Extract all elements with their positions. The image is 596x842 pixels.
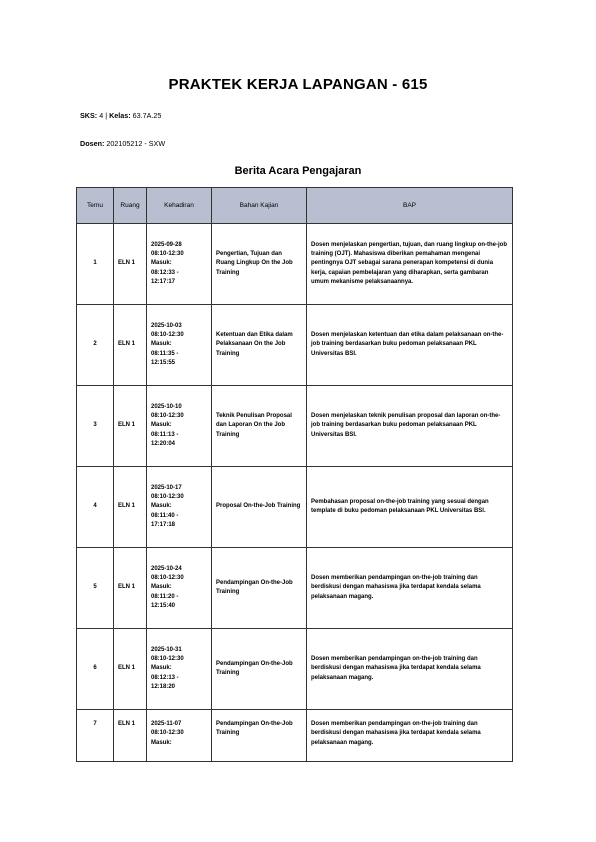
kehadiran-schedule: 08:10-12:30: [151, 332, 184, 339]
kehadiran-schedule: 08:10-12:30: [151, 730, 184, 737]
kehadiran-date: 2025-10-24: [151, 565, 182, 572]
cell-bap: Dosen menjelaskan teknik penulisan proposal dan laporan on-the-job training berdasarkan buku pedoman pelaksanaan PKL Universitas BSI.: [307, 386, 513, 467]
kehadiran-time-out: 12:15:55: [151, 359, 176, 366]
bap-table: [76, 187, 513, 762]
cell-kehadiran: [147, 305, 212, 386]
header-temu: Temu: [77, 188, 114, 224]
cell-bahan-kajian: Pengertian, Tujuan dan Ruang Lingkup On the Job Training: [212, 224, 307, 305]
kehadiran-masuk-label: Masuk:: [151, 739, 172, 746]
dosen-line: [80, 139, 165, 148]
cell-temu: 4: [77, 467, 114, 548]
cell-bahan-kajian: Pendampingan On-the-Job Training: [212, 629, 307, 710]
sks-value: 4: [99, 111, 104, 120]
kelas-label: Kelas:: [109, 111, 131, 120]
cell-temu: 5: [77, 548, 114, 629]
header-bahan-kajian: Bahan Kajian: [212, 188, 307, 224]
kehadiran-masuk-label: Masuk:: [151, 341, 172, 348]
kehadiran-schedule: 08:10-12:30: [151, 575, 184, 582]
kehadiran-time-in: 08:12:13 -: [151, 674, 179, 681]
table-row: [77, 548, 513, 629]
kehadiran-schedule: 08:10-12:30: [151, 656, 184, 663]
cell-ruang: ELN 1: [114, 224, 147, 305]
kehadiran-date: 2025-11-07: [151, 721, 182, 727]
cell-bap: Dosen menjelaskan ketentuan dan etika dalam pelaksanaan on-the-job training berdasarkan buku pedoman pelaksanaan PKL Universitas BSI.: [307, 305, 513, 386]
cell-ruang: ELN 1: [114, 467, 147, 548]
table-row: [77, 467, 513, 548]
cell-bap: Dosen menjelaskan pengertian, tujuan, dan ruang lingkup on-the-job training (OJT). Mahasiswa diberikan pemahaman mengenai pentingnya OJT sebagai sarana penerapan kompetensi di dunia kerja, capaian pembelajaran yang diharapkan, serta gambaran umum mekanisme pelaksanaannya.: [307, 224, 513, 305]
cell-ruang: ELN 1: [114, 629, 147, 710]
kehadiran-masuk-label: Masuk:: [151, 260, 172, 267]
cell-bahan-kajian: Teknik Penulisan Proposal dan Laporan On the Job Training: [212, 386, 307, 467]
kehadiran-time-in: 08:11:40 -: [151, 512, 179, 519]
cell-ruang: ELN 1: [114, 386, 147, 467]
header-ruang: Ruang: [114, 188, 147, 224]
cell-temu: 2: [77, 305, 114, 386]
kehadiran-date: 2025-10-31: [151, 646, 182, 653]
kehadiran-date: 2025-10-03: [151, 322, 182, 329]
cell-bahan-kajian: Pendampingan On-the-Job Training: [212, 548, 307, 629]
cell-bap: Pembahasan proposal on-the-job training yang sesuai dengan template di buku pedoman pelaksanaan PKL Universitas BSI.: [307, 467, 513, 548]
document-title: PRAKTEK KERJA LAPANGAN - 615: [168, 76, 428, 93]
cell-bahan-kajian: Proposal On-the-Job Training: [212, 467, 307, 548]
cell-bahan-kajian: Ketentuan dan Etika dalam Pelaksanaan On the Job Training: [212, 305, 307, 386]
kehadiran-time-out: 12:18:20: [151, 683, 176, 690]
kehadiran-masuk-label: Masuk:: [151, 584, 172, 591]
section-subtitle: Berita Acara Pengajaran: [234, 165, 362, 177]
cell-kehadiran: [147, 710, 212, 762]
table-row: [77, 710, 513, 762]
kehadiran-time-out: 12:17:17: [151, 278, 176, 285]
cell-kehadiran: [147, 467, 212, 548]
kehadiran-time-in: 08:11:35 -: [151, 350, 179, 357]
kehadiran-date: 2025-10-17: [151, 484, 182, 491]
kehadiran-masuk-label: Masuk:: [151, 503, 172, 510]
cell-kehadiran: [147, 386, 212, 467]
kehadiran-masuk-label: Masuk:: [151, 422, 172, 429]
kehadiran-time-in: 08:11:20 -: [151, 593, 179, 600]
sks-kelas-line: [80, 111, 161, 120]
cell-kehadiran: [147, 629, 212, 710]
cell-kehadiran: [147, 224, 212, 305]
header-kehadiran: Kehadiran: [147, 188, 212, 224]
cell-bap: Dosen memberikan pendampingan on-the-job training dan berdiskusi dengan mahasiswa jika terdapat kendala selama pelaksanaan magang.: [307, 629, 513, 710]
cell-temu: 7: [77, 710, 114, 762]
sks-label: SKS:: [80, 111, 98, 120]
cell-bap: Dosen memberikan pendampingan on-the-job training dan berdiskusi dengan mahasiswa jika terdapat kendala selama pelaksanaan magang.: [307, 548, 513, 629]
dosen-value: 202105212 - SXW: [106, 139, 166, 148]
cell-bahan-kajian: Pendampingan On-the-Job Training: [212, 710, 307, 762]
cell-temu: 1: [77, 224, 114, 305]
kehadiran-time-out: 17:17:18: [151, 521, 176, 528]
header-bap: BAP: [307, 188, 513, 224]
table-row: [77, 386, 513, 467]
table-header-row: [77, 188, 513, 224]
cell-temu: 6: [77, 629, 114, 710]
table-row: [77, 224, 513, 305]
kehadiran-time-in: 08:11:13 -: [151, 431, 179, 438]
table-row: [77, 629, 513, 710]
meta-separator: |: [105, 111, 108, 120]
kehadiran-schedule: 08:10-12:30: [151, 251, 184, 258]
kelas-value: 63.7A.25: [132, 111, 162, 120]
kehadiran-date: 2025-09-28: [151, 241, 182, 248]
dosen-label: Dosen:: [80, 139, 105, 148]
kehadiran-date: 2025-10-10: [151, 403, 182, 410]
cell-kehadiran: [147, 548, 212, 629]
kehadiran-schedule: 08:10-12:30: [151, 413, 184, 420]
cell-bap: Dosen memberikan pendampingan on-the-job training dan berdiskusi dengan mahasiswa jika terdapat kendala selama pelaksanaan magang.: [307, 710, 513, 762]
kehadiran-time-in: 08:12:33 -: [151, 269, 179, 276]
kehadiran-masuk-label: Masuk:: [151, 665, 172, 672]
table-row: [77, 305, 513, 386]
kehadiran-time-out: 12:15:40: [151, 602, 176, 609]
cell-temu: 3: [77, 386, 114, 467]
kehadiran-schedule: 08:10-12:30: [151, 494, 184, 501]
cell-ruang: ELN 1: [114, 710, 147, 762]
cell-ruang: ELN 1: [114, 305, 147, 386]
cell-ruang: ELN 1: [114, 548, 147, 629]
kehadiran-time-out: 12:20:04: [151, 440, 176, 447]
